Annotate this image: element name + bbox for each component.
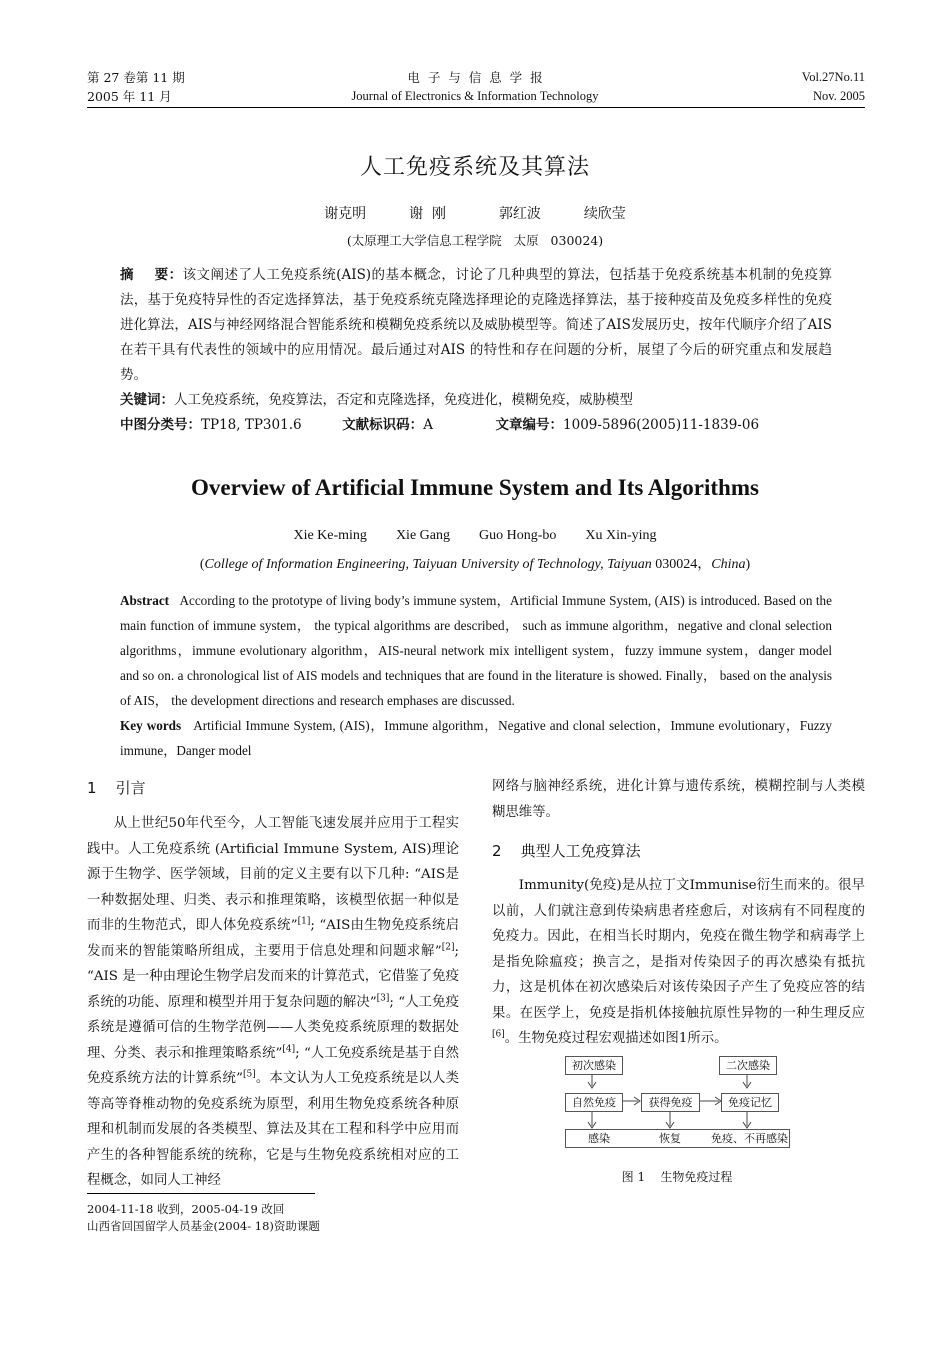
arrow-acquired-recovery [666, 1112, 674, 1128]
footnote-fund: 山西省回国留学人员基金(2004- 18)资助课题 [87, 1219, 320, 1233]
s2-text-a: Immunity(免疫)是从拉丁文Immunise衍生而来的。很早以前，人们就注意到传染病患者痊愈后，对该病有不同程度的免疫力。因此，在相当长时期内，免疫在微生物学和病毒学上是指免除瘟疫；换言之，是指对传染因子的再次感染有抵抗力，这是机体在初次感染后对该传染因子产生了免疫应答的结果。在医学上，免疫是指机体接触抗原性异物的一种生理反应 [492, 878, 865, 1021]
author-zh-3: 郭红波 [498, 206, 541, 222]
ref-3: [3] [376, 993, 390, 1004]
header-date-en: Nov. 2005 [813, 89, 865, 103]
author-en-1: Xie Ke-ming [293, 528, 367, 543]
arrow-memory-immune [743, 1112, 751, 1128]
s1-text-a: 从上世纪50年代至今，人工智能飞速发展并应用于工程实践中。人工免疫系统 (Artificial Immune System, AIS)理论源于生物学、医学领域，目前的定义主要有以下几种: “AIS是一种数据处理、归类、表示和推理策略，该模型依据一种似是而非的生物范式，即人体免疫系统” [87, 816, 459, 933]
section2-body [492, 873, 865, 1052]
abstract-zh [120, 263, 832, 388]
authors-en [0, 528, 950, 544]
abstract-en [120, 588, 832, 713]
authors-zh [0, 203, 950, 223]
figure-1 [562, 1055, 792, 1155]
doc-code-label: 文献标识码： [342, 417, 424, 433]
affiliation-en-country: China [711, 557, 746, 572]
section1-body [87, 811, 459, 1194]
arrow-natural-infection [588, 1112, 596, 1128]
author-en-3: Guo Hong-bo [478, 528, 557, 543]
article-no-value: 1009-5896(2005)11-1839-06 [563, 417, 760, 433]
keywords-zh-text: 人工免疫系统，免疫算法，否定和克隆选择，免疫进化，模糊免疫，威胁模型 [174, 392, 633, 408]
header-volume-zh: 第 27 卷第 11 期 [87, 70, 185, 85]
author-zh-2: 谢 刚 [409, 206, 446, 222]
keywords-en-label: Key words [120, 718, 182, 733]
box-primary-infection: 初次感染 [565, 1056, 623, 1075]
arrow-natural-acquired [622, 1097, 640, 1105]
keywords-zh [120, 388, 832, 413]
outcome-immune-no-infection: 免疫、不再感染 [711, 1132, 788, 1145]
header-date-zh: 2005 年 11 月 [87, 89, 172, 104]
section2-paragraph [492, 873, 865, 1052]
clc-label: 中图分类号： [120, 417, 201, 433]
abstract-zh-label: 摘 要： [120, 267, 183, 283]
ref-5: [5] [242, 1069, 256, 1080]
s1-continued-text: 网络与脑神经系统，进化计算与遗传系统，模糊控制与人类模糊思维等。 [492, 779, 865, 820]
header-rule [87, 107, 865, 108]
abstract-en-label: Abstract [120, 593, 170, 608]
doc-code-value: A [423, 417, 433, 433]
ref-6: [6] [492, 1029, 505, 1040]
box-secondary-infection: 二次感染 [719, 1056, 777, 1075]
s1-text-c: ; “AIS 是一种由理论生物学启发而来的计算范式，它借鉴了免疫系统的功能、原理和模型并用于复杂问题的解决” [87, 943, 459, 1010]
title-zh: 人工免疫系统及其算法 [359, 155, 590, 180]
author-en-2: Xie Gang [395, 528, 450, 543]
ref-4: [4] [282, 1044, 296, 1055]
section1-heading: 1 引言 [87, 779, 146, 797]
outcome-infection: 感染 [588, 1132, 610, 1145]
s2-text-b: 。生物免疫过程宏观描述如图1所示。 [504, 1031, 728, 1046]
abstract-zh-text: 该文阐述了人工免疫系统(AIS)的基本概念，讨论了几种典型的算法，包括基于免疫系统基本机制的免疫算法，基于免疫特异性的否定选择算法，基于免疫系统克隆选择理论的克隆选择算法，基于接种疫苗及免疫多样性的免疫进化算法，AIS与神经网络混合智能系统和模糊免疫系统以及威胁模型等。简述了AIS发展历史，按年代顺序介绍了AIS 在若干具有代表性的领域中的应用情况。最后通过对AIS 的特性和存在问题的分析，展望了今后的研究重点和发展趋势。 [120, 267, 832, 383]
header-journal-en: Journal of Electronics & Information Technology [351, 89, 599, 103]
affiliation-en: (College of Information Engineering, Taiyuan University of Technology, Taiyuan 030024，China) [199, 557, 751, 572]
classification-line [120, 413, 832, 438]
author-zh-1: 谢克明 [324, 206, 367, 222]
outcome-recovery: 恢复 [659, 1132, 681, 1145]
affiliation-en-italic: College of Information Engineering, Taiyuan University of Technology, Taiyuan [204, 557, 652, 572]
abstract-en-text: According to the prototype of living body’s immune system，Artificial Immune System, (AIS) is introduced. Based on the main function of immune system， the typical algorithms are described， such as immune algorithm，negative and clonal selection algorithms，immune evolutionary algorithm，AIS-neural network mix intelligent system，fuzzy immune system，danger model and so on. a chronological list of AIS models and techniques that are found in the literature is showed. Finally， based on the analysis of AIS， the development directions and research emphases are discussed. [120, 593, 832, 708]
header-journal-zh: 电 子 与 信 息 学 报 [407, 70, 543, 85]
section1-continued [492, 774, 865, 825]
arrow-primary-down [588, 1074, 596, 1088]
s1-text-f: 。本文认为人工免疫系统是以人类等高等脊椎动物的免疫系统为原型，利用生物免疫系统各种原理和机制而发展的各类模型、算法及其在工程和科学中应用而产生的各种智能系统的统称，它是与生物免疫系统相对应的工程概念，如同人工神经 [87, 1071, 459, 1188]
footnote-rule [87, 1193, 315, 1194]
keywords-en [120, 713, 832, 763]
title-en: Overview of Artificial Immune System and Its Algorithms [191, 475, 759, 500]
s1-text-b: ; “AIS由生物免疫系统启发而来的智能策略所组成，主要用于信息处理和问题求解” [87, 918, 459, 959]
keywords-en-text: Artificial Immune System, (AIS)，Immune algorithm，Negative and clonal selection，Immune evolutionary，Fuzzy immune，Danger model [120, 718, 832, 758]
header-volume-en: Vol.27No.11 [801, 70, 865, 84]
box-immune-memory: 免疫记忆 [721, 1093, 779, 1112]
keywords-zh-label: 关键词： [120, 392, 174, 408]
affiliation-en-rest: 030024， [651, 557, 712, 572]
clc-value: TP18, TP301.6 [201, 417, 302, 433]
arrow-acquired-memory [699, 1097, 721, 1105]
box-outcomes [565, 1129, 790, 1148]
author-zh-4: 续欣莹 [583, 206, 626, 222]
box-acquired-immunity: 获得免疫 [641, 1093, 700, 1112]
author-en-4: Xu Xin-ying [585, 528, 657, 543]
article-no-label: 文章编号： [495, 417, 564, 433]
ref-2: [2] [441, 942, 455, 953]
section2-heading: 2 典型人工免疫算法 [492, 842, 641, 860]
box-natural-immunity: 自然免疫 [565, 1093, 623, 1112]
figure-1-caption: 图 1 生物免疫过程 [621, 1170, 733, 1184]
section1-paragraph [87, 811, 459, 1194]
s1-text-d: ; “人工免疫系统是遵循可信的生物学范例——人类免疫系统原理的数据处理、分类、表示和推理策略系统” [87, 994, 459, 1061]
affiliation-zh: (太原理工大学信息工程学院 太原 030024) [346, 233, 604, 248]
footnote-received: 2004-11-18 收到，2005-04-19 改回 [87, 1202, 285, 1216]
s1-text-e: ; “人工免疫系统是基于自然免疫系统方法的计算系统” [87, 1045, 459, 1086]
arrow-secondary-down [743, 1074, 751, 1088]
ref-1: [1] [297, 916, 311, 927]
